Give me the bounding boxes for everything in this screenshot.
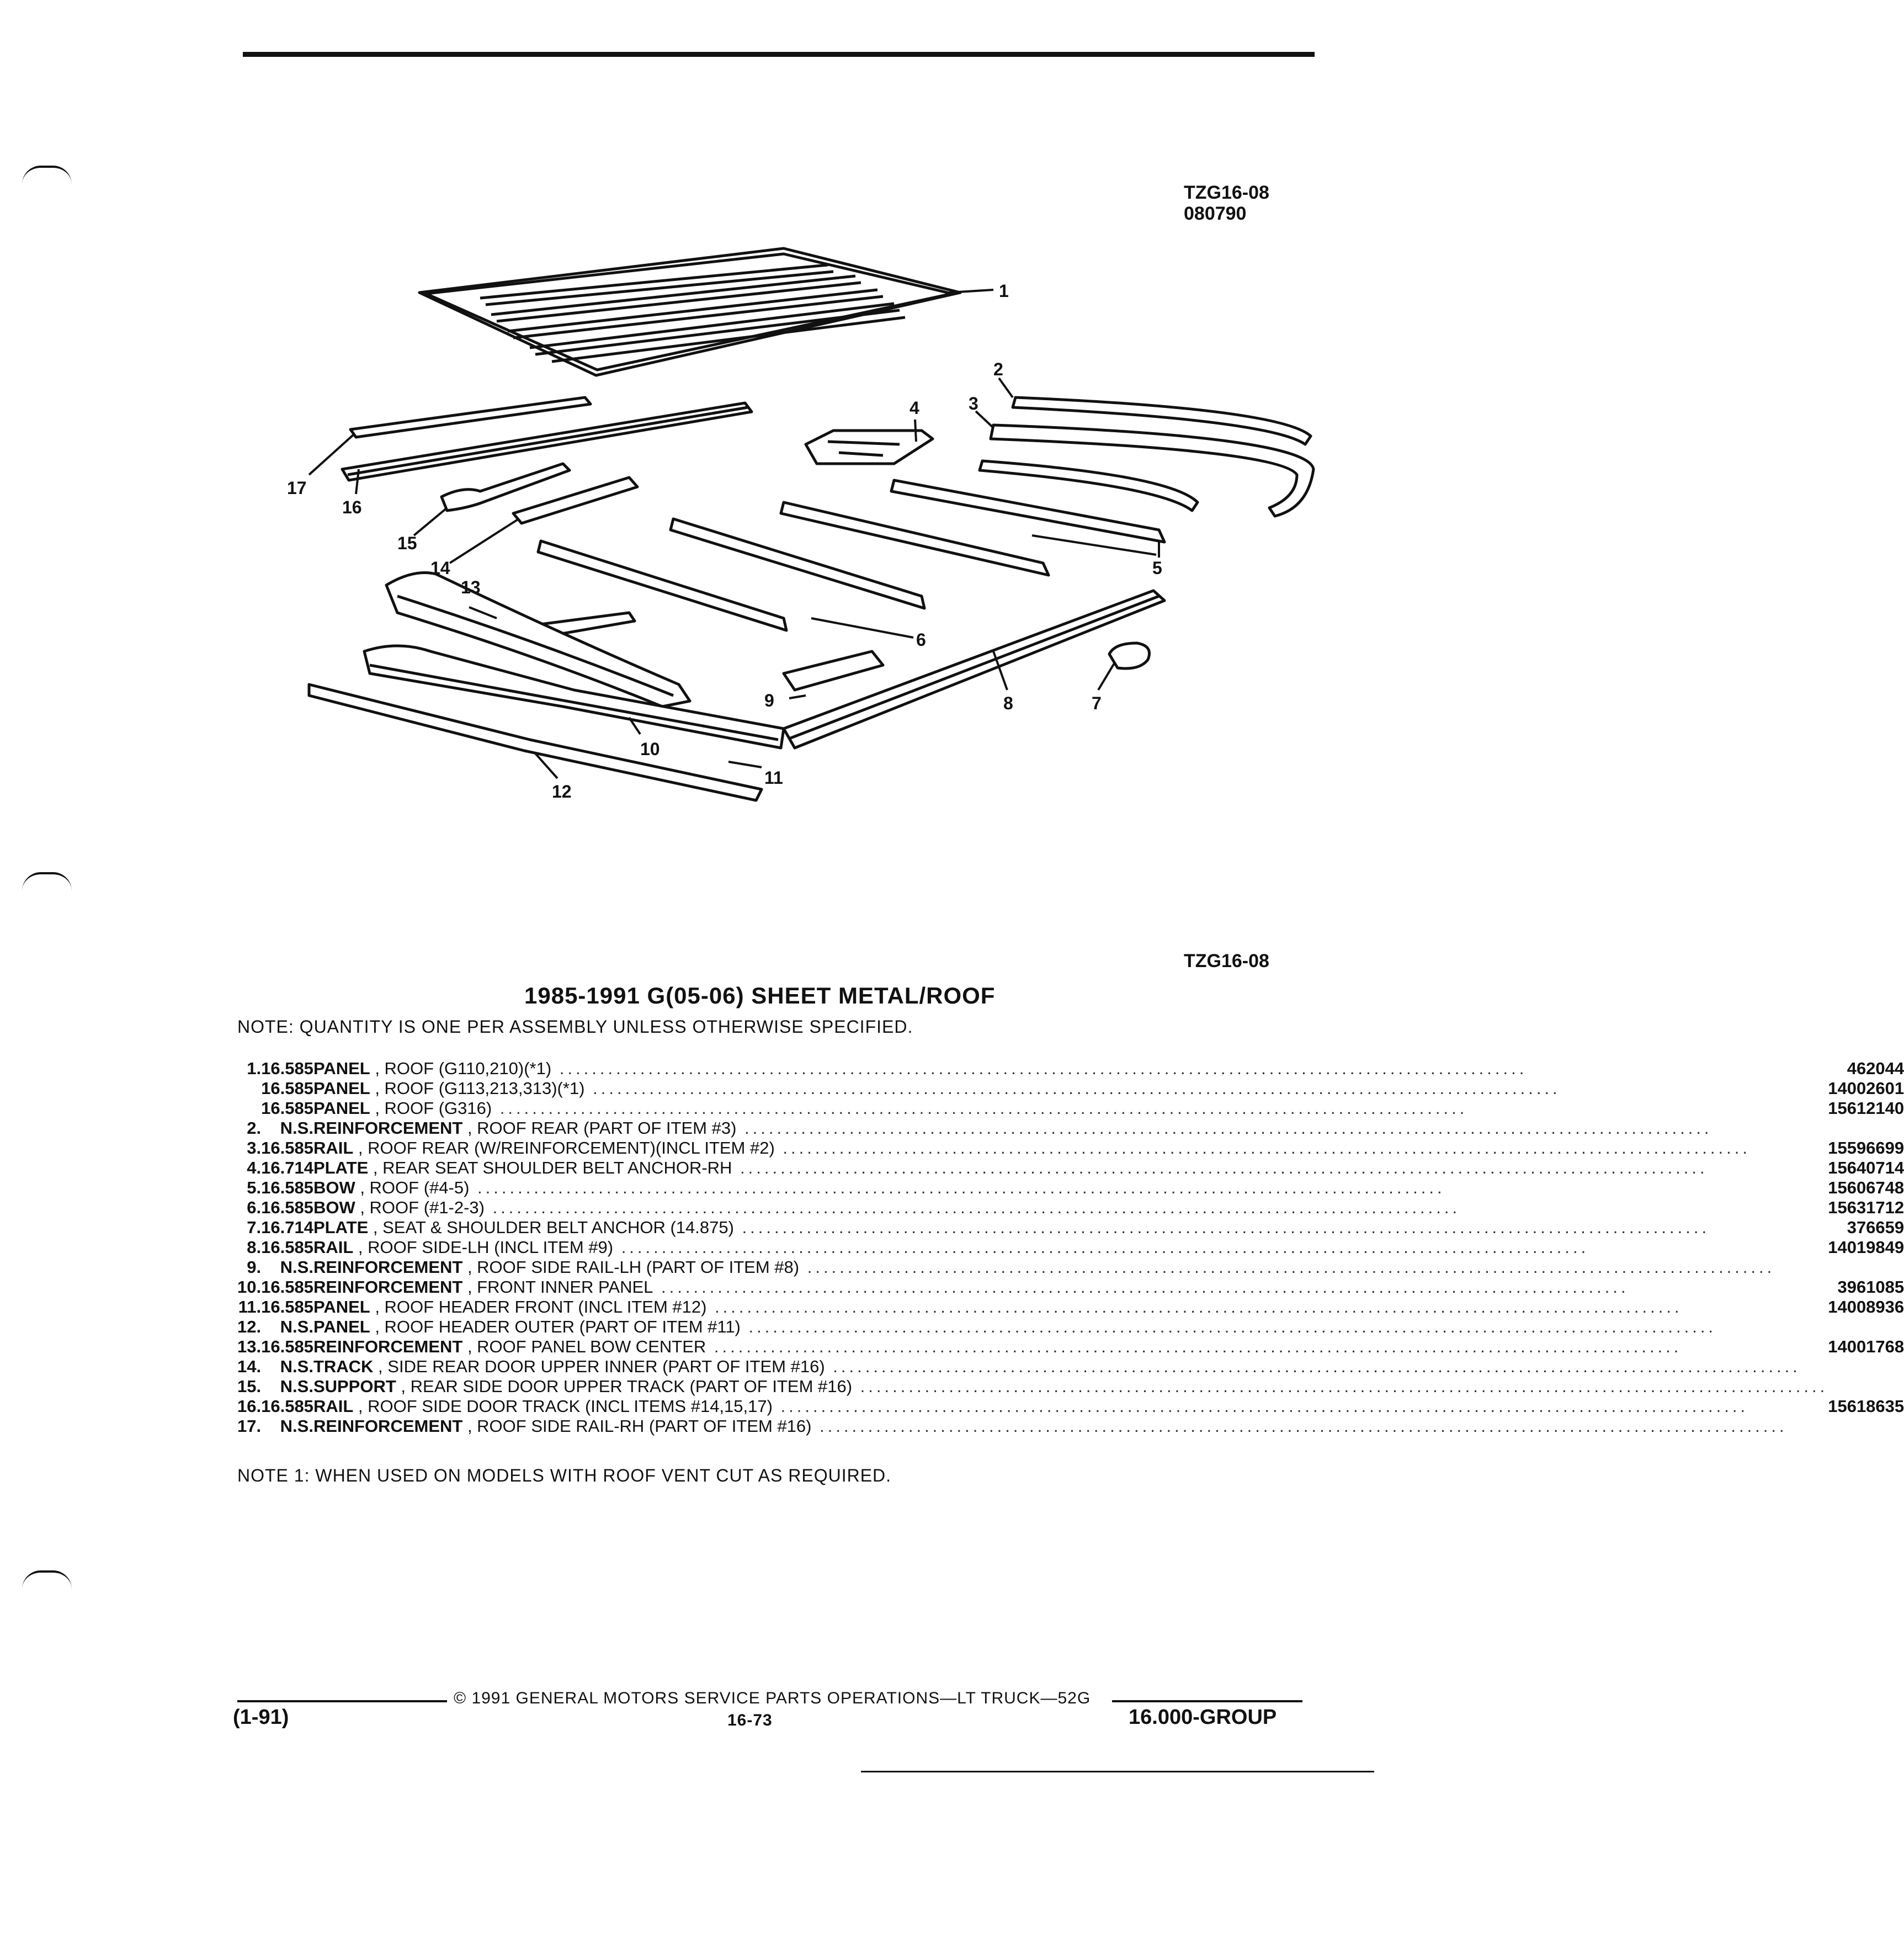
part-description: [313, 1257, 1828, 1277]
parts-row: [237, 1257, 1904, 1277]
leader-dots: ........................................................................................................................: [852, 1377, 1828, 1396]
part-detail: , ROOF (G113,213,313)(*1): [370, 1079, 585, 1098]
part-detail: , ROOF REAR (W/REINFORCEMENT)(INCL ITEM #2): [353, 1138, 775, 1158]
group-number: 16.585: [261, 1178, 313, 1197]
seat-shoulder-belt-anchor-plate-part: [1109, 643, 1150, 668]
parts-row: [237, 1198, 1904, 1218]
part-detail: , ROOF REAR (PART OF ITEM #3): [462, 1118, 737, 1138]
item-number: 10.: [237, 1277, 262, 1297]
rear-seat-shoulder-belt-anchor-plate-part: [806, 431, 933, 464]
part-detail: , REAR SEAT SHOULDER BELT ANCHOR-RH: [368, 1158, 732, 1177]
part-description: [313, 1297, 1828, 1317]
top-rule: [243, 52, 1315, 57]
parts-row: [237, 1377, 1904, 1397]
part-description: [313, 1337, 1828, 1357]
part-description: [313, 1238, 1828, 1257]
group-number: N.S.: [280, 1317, 313, 1336]
parts-row: [237, 1297, 1904, 1317]
illustration-code: TZG16-08: [1184, 182, 1269, 203]
parts-row: [237, 1138, 1904, 1158]
callout-11: 11: [764, 768, 783, 788]
parts-row: [237, 1218, 1904, 1238]
leader-dots: ........................................................................................................................: [774, 1138, 1751, 1158]
margin-mark: [22, 872, 72, 891]
part-description: [313, 1098, 1828, 1118]
item-number: 12.: [237, 1317, 262, 1336]
group-number: N.S.: [280, 1416, 313, 1436]
callout-13: 13: [461, 577, 481, 597]
part-description: [313, 1377, 1828, 1397]
part-number: 462044: [1847, 1059, 1904, 1078]
quantity-note: NOTE: QUANTITY IS ONE PER ASSEMBLY UNLESS OTHERWISE SPECIFIED.: [237, 1017, 913, 1037]
footer-rule-left: [237, 1700, 447, 1702]
part-description: [313, 1277, 1828, 1297]
callout-8: 8: [1003, 693, 1013, 713]
callout-7: 7: [1092, 693, 1102, 713]
part-number: 376659: [1847, 1218, 1904, 1237]
part-name: RAIL: [313, 1138, 354, 1158]
illustration-date-code: 080790: [1184, 203, 1247, 224]
part-description: [313, 1317, 1828, 1337]
part-detail: , ROOF HEADER FRONT (INCL ITEM #12): [370, 1297, 707, 1316]
part-description: [313, 1198, 1828, 1218]
parts-row: [237, 1098, 1904, 1118]
part-name: REINFORCEMENT: [313, 1277, 463, 1297]
part-detail: , ROOF (#4-5): [355, 1178, 470, 1197]
callout-16: 16: [342, 497, 362, 517]
parts-row: [237, 1317, 1904, 1337]
part-name: PANEL: [313, 1317, 370, 1336]
part-description: [313, 1416, 1828, 1436]
part-detail: , ROOF (G316): [370, 1098, 492, 1118]
leader-dots: ........................................................................................................................: [733, 1218, 1710, 1237]
callout-15: 15: [397, 533, 417, 553]
parts-row: [237, 1158, 1904, 1178]
part-number: [1828, 1317, 1904, 1337]
callout-9: 9: [764, 691, 774, 710]
part-number: [1828, 1257, 1904, 1277]
part-detail: , SIDE REAR DOOR UPPER INNER (PART OF ITEM #16): [373, 1357, 825, 1376]
leader-dots: ........................................................................................................................: [732, 1158, 1708, 1177]
leader-dots: ........................................................................................................................: [740, 1317, 1717, 1336]
part-number: [1828, 1357, 1904, 1377]
group-number: 16.585: [261, 1138, 313, 1158]
group-number: 16.585: [261, 1059, 313, 1078]
part-number: 15606748: [1828, 1178, 1904, 1197]
callout-17: 17: [287, 478, 307, 498]
part-name: TRACK: [313, 1357, 374, 1376]
leader-dots: ........................................................................................................................: [484, 1198, 1461, 1217]
part-detail: , REAR SIDE DOOR UPPER TRACK (PART OF ITEM #16): [396, 1377, 853, 1396]
revision-date: (1-91): [233, 1706, 289, 1729]
item-number: [237, 1079, 261, 1098]
leader-dots: ........................................................................................................................: [492, 1098, 1468, 1118]
item-number: 16.: [237, 1397, 262, 1416]
part-detail: , FRONT INNER PANEL: [462, 1277, 653, 1297]
page-title: 1985-1991 G(05-06) SHEET METAL/ROOF: [524, 983, 996, 1008]
page-number: 16-73: [727, 1711, 773, 1729]
parts-table: [237, 1059, 1904, 1436]
group-number: 16.585: [261, 1337, 313, 1356]
part-name: REINFORCEMENT: [313, 1257, 463, 1277]
callout-10: 10: [640, 739, 660, 759]
item-number: 6.: [247, 1198, 262, 1217]
part-number: [1828, 1118, 1904, 1138]
figure-code: TZG16-08: [1184, 951, 1269, 972]
part-description: [313, 1118, 1828, 1138]
part-description: [313, 1079, 1828, 1098]
group-number: N.S.: [280, 1377, 313, 1396]
leader-dots: ........................................................................................................................: [825, 1357, 1801, 1376]
callout-3: 3: [969, 394, 978, 413]
part-description: [313, 1059, 1828, 1079]
item-number: 8.: [247, 1238, 262, 1257]
item-number: 11.: [238, 1297, 262, 1316]
part-number: 14002601: [1828, 1079, 1904, 1098]
part-detail: , ROOF (#1-2-3): [355, 1198, 485, 1217]
group-number: 16.585: [261, 1238, 313, 1257]
parts-row: [237, 1397, 1904, 1416]
part-name: REINFORCEMENT: [313, 1337, 463, 1356]
leader-dots: ........................................................................................................................: [772, 1397, 1749, 1416]
part-name: PANEL: [313, 1297, 370, 1316]
callout-4: 4: [910, 398, 919, 418]
exploded-roof-diagram: [232, 232, 1325, 867]
part-name: BOW: [313, 1178, 355, 1197]
part-name: PANEL: [313, 1079, 370, 1098]
parts-row: [237, 1357, 1904, 1377]
part-number: 14008936: [1828, 1297, 1904, 1316]
parts-row: [237, 1118, 1904, 1138]
part-number: 14019849: [1828, 1238, 1904, 1257]
group-number: 16.585: [261, 1198, 313, 1217]
part-detail: , ROOF PANEL BOW CENTER: [462, 1337, 706, 1356]
roof-side-rail-lh-reinforcement-part: [784, 651, 883, 690]
part-description: [313, 1397, 1828, 1416]
leader-dots: ........................................................................................................................: [584, 1079, 1561, 1098]
group-number: N.S.: [280, 1118, 313, 1138]
leader-dots: ........................................................................................................................: [736, 1118, 1712, 1138]
item-number: 15.: [237, 1377, 262, 1396]
group-number: 16.714: [261, 1158, 313, 1177]
part-number: [1828, 1377, 1904, 1397]
item-number: 9.: [247, 1257, 262, 1277]
item-number: 13.: [237, 1337, 262, 1356]
part-number: 14001768: [1828, 1337, 1904, 1356]
roof-panel-part: [419, 248, 960, 375]
item-number: [237, 1098, 261, 1118]
part-detail: , SEAT & SHOULDER BELT ANCHOR (14.875): [368, 1218, 734, 1237]
callout-12: 12: [552, 782, 572, 801]
bottom-rule: [861, 1771, 1374, 1772]
group-number: 16.585: [261, 1277, 313, 1297]
parts-row: [237, 1416, 1904, 1436]
callout-2: 2: [993, 359, 1003, 379]
leader-dots: ........................................................................................................................: [799, 1257, 1775, 1277]
margin-mark: [22, 166, 72, 184]
part-name: SUPPORT: [313, 1377, 396, 1396]
part-name: PANEL: [313, 1098, 370, 1118]
part-name: RAIL: [313, 1397, 354, 1416]
parts-row: [237, 1337, 1904, 1357]
part-number: 15618635: [1828, 1397, 1904, 1416]
part-detail: , ROOF SIDE RAIL-RH (PART OF ITEM #16): [462, 1416, 812, 1436]
group-number: 16.585: [261, 1098, 313, 1118]
group-number: 16.585: [261, 1297, 313, 1316]
item-number: 17.: [237, 1416, 262, 1436]
part-number: 15596699: [1828, 1138, 1904, 1158]
part-detail: , ROOF SIDE RAIL-LH (PART OF ITEM #8): [462, 1257, 800, 1277]
copyright-line: © 1991 GENERAL MOTORS SERVICE PARTS OPERATIONS—LT TRUCK—52G: [454, 1689, 1091, 1707]
part-description: [313, 1218, 1828, 1238]
part-number: 15631712: [1828, 1198, 1904, 1217]
callout-6: 6: [916, 630, 926, 650]
part-number: 15612140: [1828, 1098, 1904, 1118]
part-number: 15640714: [1828, 1158, 1904, 1177]
leader-dots: ........................................................................................................................: [653, 1277, 1629, 1297]
part-description: [313, 1357, 1828, 1377]
parts-row: [237, 1277, 1904, 1297]
part-number: [1828, 1416, 1904, 1436]
leader-dots: ........................................................................................................................: [469, 1178, 1445, 1197]
part-name: REINFORCEMENT: [313, 1118, 463, 1138]
parts-row: [237, 1059, 1904, 1079]
roof-side-rail-rh-part: [350, 397, 591, 437]
part-description: [313, 1158, 1828, 1178]
item-number: 14.: [237, 1357, 262, 1376]
part-detail: , ROOF SIDE-LH (INCL ITEM #9): [353, 1238, 614, 1257]
callout-5: 5: [1152, 558, 1162, 578]
group-number: 16.714: [261, 1218, 313, 1237]
callout-14: 14: [430, 558, 450, 578]
part-name: RAIL: [313, 1238, 354, 1257]
callout-1: 1: [999, 281, 1009, 301]
part-name: PLATE: [313, 1158, 369, 1177]
part-name: PANEL: [313, 1059, 370, 1078]
part-description: [313, 1178, 1828, 1198]
leader-dots: ........................................................................................................................: [613, 1238, 1589, 1257]
item-number: 7.: [247, 1218, 262, 1237]
leader-dots: ........................................................................................................................: [706, 1297, 1683, 1316]
item-number: 4.: [247, 1158, 262, 1177]
margin-mark: [22, 1570, 72, 1589]
group-label: 16.000-GROUP: [1129, 1706, 1277, 1729]
part-detail: , ROOF (G110,210)(*1): [370, 1059, 552, 1078]
part-name: REINFORCEMENT: [313, 1416, 463, 1436]
part-detail: , ROOF SIDE DOOR TRACK (INCL ITEMS #14,15,17): [353, 1397, 773, 1416]
group-number: 16.585: [261, 1079, 313, 1098]
leader-dots: ........................................................................................................................: [551, 1059, 1528, 1078]
parts-row: [237, 1079, 1904, 1098]
part-description: [313, 1138, 1828, 1158]
parts-row: [237, 1238, 1904, 1257]
group-number: N.S.: [280, 1257, 313, 1277]
item-number: 1.: [247, 1059, 262, 1078]
group-number: 16.585: [261, 1397, 313, 1416]
footnote-1: NOTE 1: WHEN USED ON MODELS WITH ROOF VENT CUT AS REQUIRED.: [237, 1466, 892, 1485]
part-name: PLATE: [313, 1218, 369, 1237]
group-number: N.S.: [280, 1357, 313, 1376]
item-number: 5.: [247, 1178, 262, 1197]
footer-rule-right: [1112, 1700, 1302, 1702]
part-name: BOW: [313, 1198, 355, 1217]
item-number: 2.: [247, 1118, 262, 1138]
part-detail: , ROOF HEADER OUTER (PART OF ITEM #11): [370, 1317, 741, 1336]
leader-dots: ........................................................................................................................: [811, 1416, 1788, 1436]
leader-dots: ........................................................................................................................: [706, 1337, 1682, 1356]
item-number: 3.: [247, 1138, 262, 1158]
part-number: 3961085: [1837, 1277, 1904, 1297]
parts-row: [237, 1178, 1904, 1198]
